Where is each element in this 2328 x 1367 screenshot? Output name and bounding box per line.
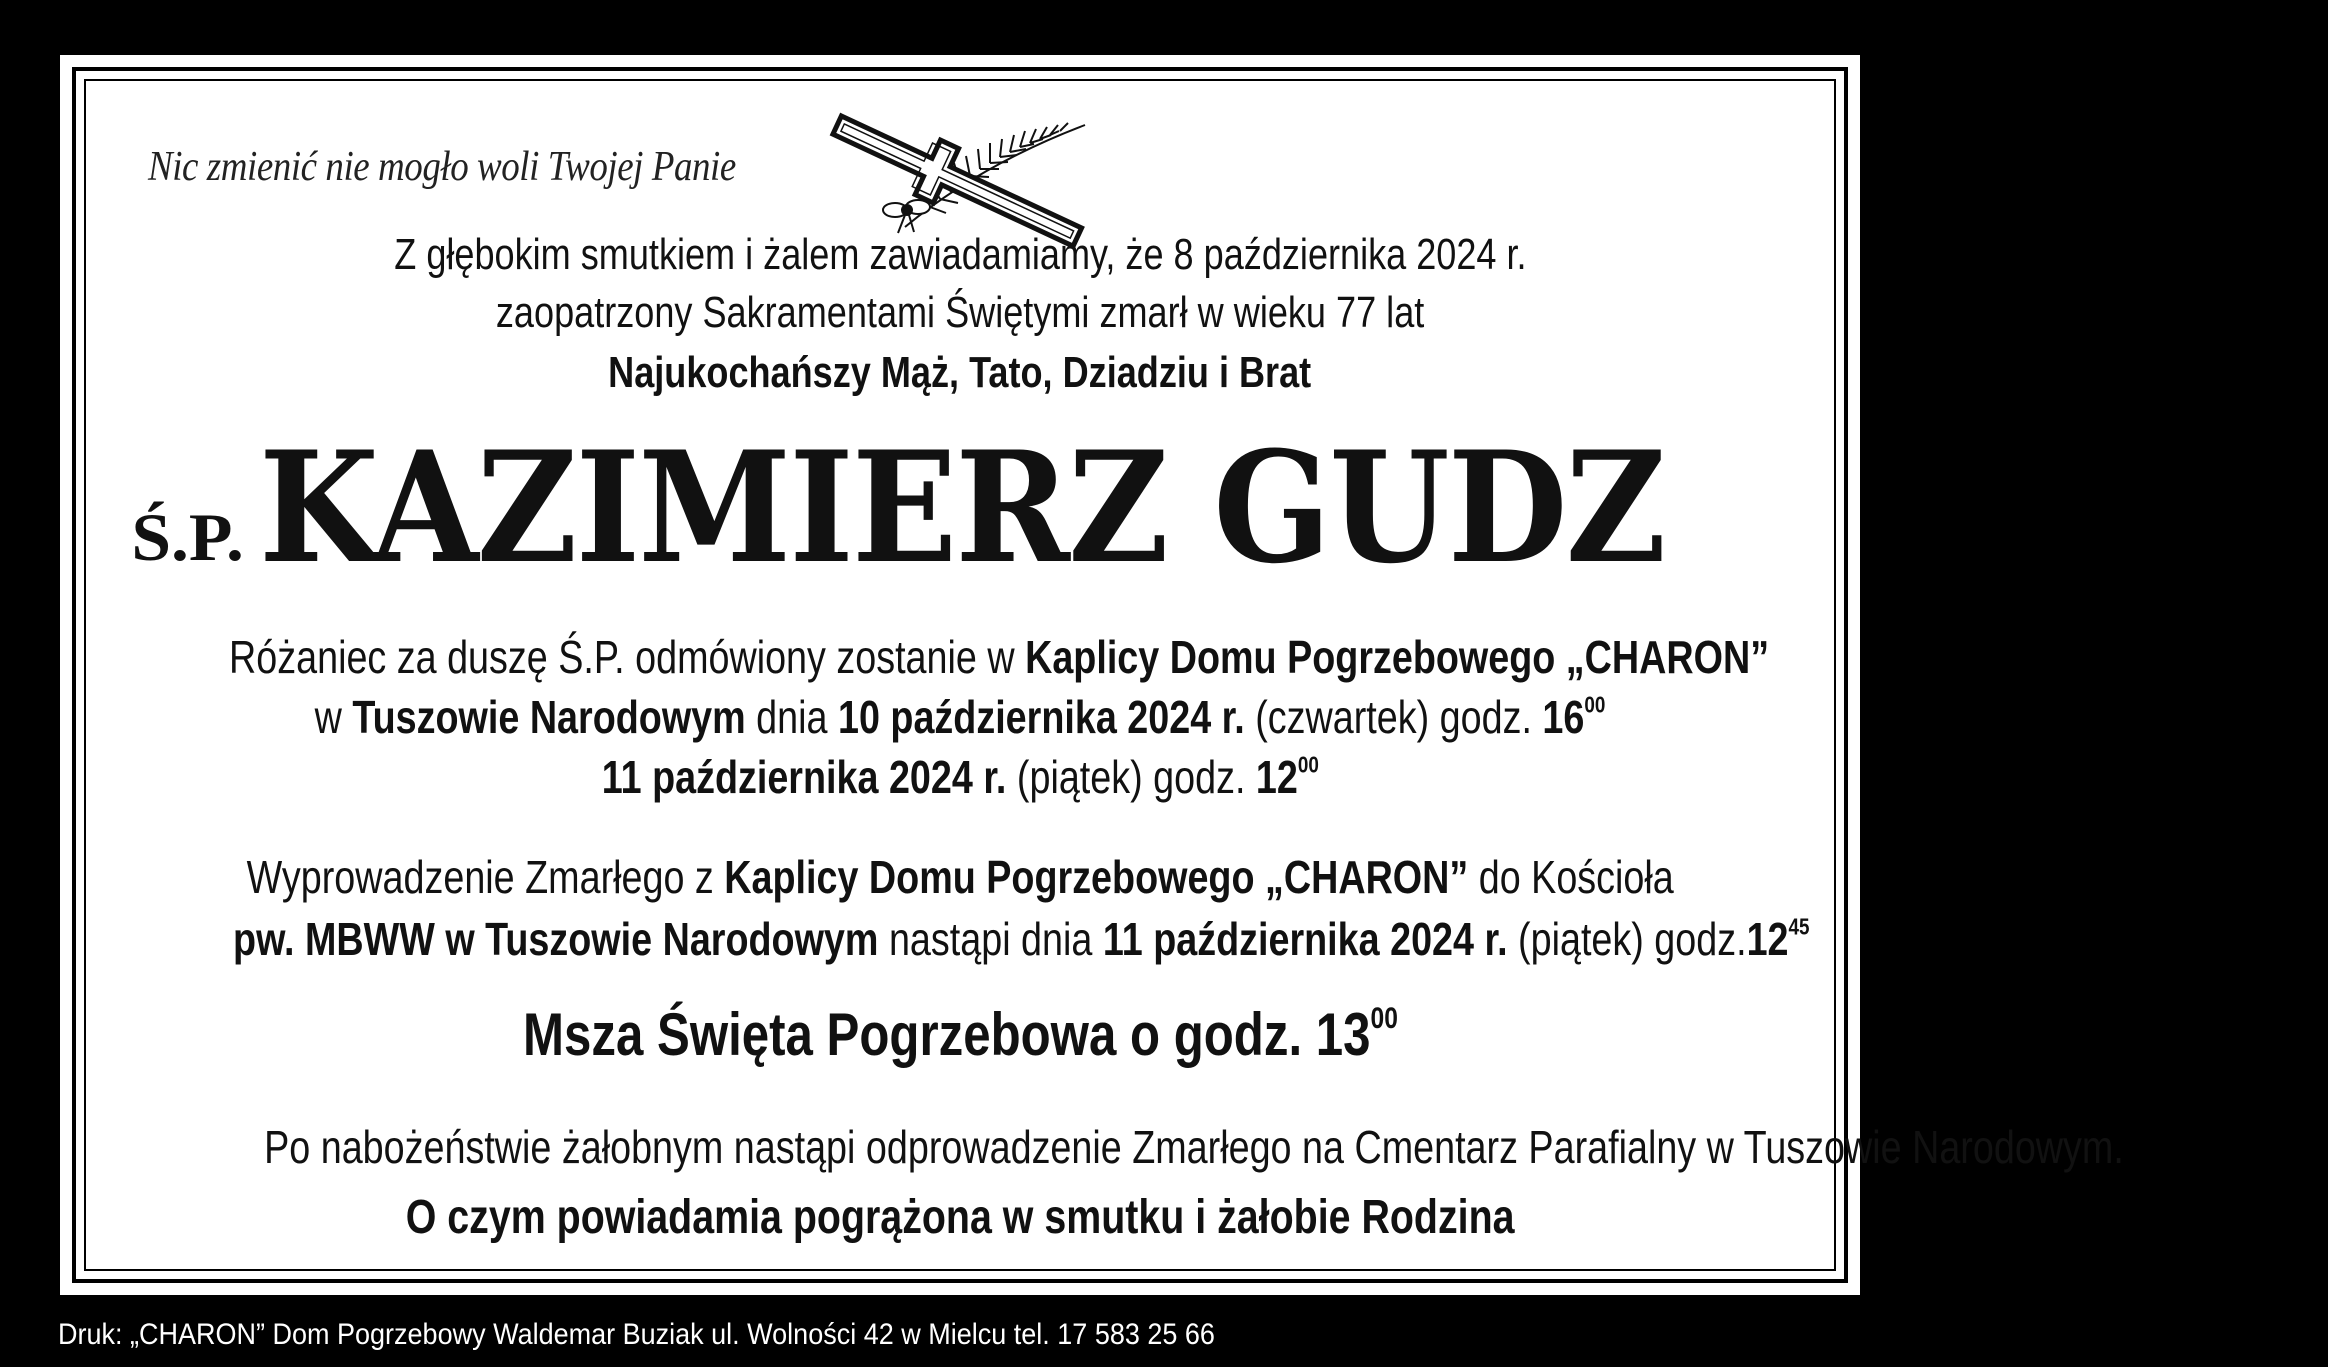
mass-line (60, 1000, 1860, 1069)
family-line (60, 1190, 1860, 1245)
rosary-line-1 (60, 630, 1860, 684)
motto-text: Nic zmienić nie mogło woli Twojej Panie (148, 144, 736, 190)
mass-min: 00 (1370, 1002, 1398, 1035)
cross-with-palm-icon (810, 115, 1100, 235)
obituary-card (60, 55, 2124, 1295)
burial-line (60, 1120, 2124, 1174)
mass-text: Msza Święta Pogrzebowa o godz. (522, 1001, 1316, 1068)
burial-text: Po nabożeństwie żałobnym nastąpi odprowadzenie Zmarłego na Cmentarz Parafialny w Tuszowie Narodowym. (264, 1121, 2124, 1173)
departure-hour: 12 (1746, 913, 1789, 965)
rosary-b-post: (czwartek) godz. (1244, 691, 1543, 743)
rosary-c-post: (piątek) godz. (1006, 751, 1256, 803)
intro-line-2-text: zaopatrzony Sakramentami Świętymi zmarł w wieku 77 lat (495, 288, 1425, 337)
rosary-line-2 (60, 690, 1860, 744)
mass-hour: 13 (1315, 1001, 1371, 1068)
relation-text: Najukochańszy Mąż, Tato, Dziadziu i Brat (608, 348, 1312, 397)
intro-line-1 (60, 230, 1860, 280)
rosary-hour-2: 12 (1255, 751, 1298, 803)
rosary-line-3 (60, 750, 1860, 804)
departure-a-post: do Kościoła (1468, 851, 1674, 903)
relation-line (60, 348, 1860, 398)
rosary-chapel: Kaplicy Domu Pogrzebowego „CHARON” (1025, 631, 1770, 683)
departure-church: pw. MBWW w Tuszowie Narodowym (233, 913, 879, 965)
rosary-b-mid: dnia (745, 691, 838, 743)
departure-chapel: Kaplicy Domu Pogrzebowego „CHARON” (724, 851, 1469, 903)
departure-a-pre: Wyprowadzenie Zmarłego z (246, 851, 725, 903)
departure-b-post: (piątek) godz. (1507, 913, 1747, 965)
rosary-hour-1: 16 (1542, 691, 1585, 743)
rosary-text-a: Różaniec za duszę Ś.P. odmówiony zostanie w (229, 631, 1026, 683)
printer-footer: Druk: „CHARON” Dom Pogrzebowy Waldemar Buziak ul. Wolności 42 w Mielcu tel. 17 583 25 66 (58, 1318, 1215, 1351)
rosary-place: Tuszowie Narodowym (352, 691, 746, 743)
rosary-date-1: 10 października 2024 r. (837, 691, 1245, 743)
deceased-name: KAZIMIERZ GUDZ (258, 418, 1665, 598)
departure-b-mid: nastąpi dnia (878, 913, 1103, 965)
deceased-name-row (60, 418, 1860, 598)
departure-date: 11 października 2024 r. (1102, 913, 1508, 965)
departure-line-1 (60, 850, 1860, 904)
rosary-min-1: 00 (1584, 691, 1606, 718)
family-text: O czym powiadamia pogrążona w smutku i żałobie Rodzina (405, 1191, 1515, 1244)
rosary-date-2: 11 października 2024 r. (601, 751, 1007, 803)
obituary-content (60, 55, 2124, 1295)
rosary-b-pre: w (314, 691, 353, 743)
rosary-min-2: 00 (1297, 751, 1319, 778)
departure-min: 45 (1788, 913, 1810, 940)
name-prefix: Ś.P. (130, 499, 244, 575)
intro-line-1-text: Z głębokim smutkiem i żalem zawiadamiamy, że 8 października 2024 r. (393, 230, 1527, 279)
departure-line-2 (60, 912, 1860, 966)
intro-line-2 (60, 288, 1860, 338)
